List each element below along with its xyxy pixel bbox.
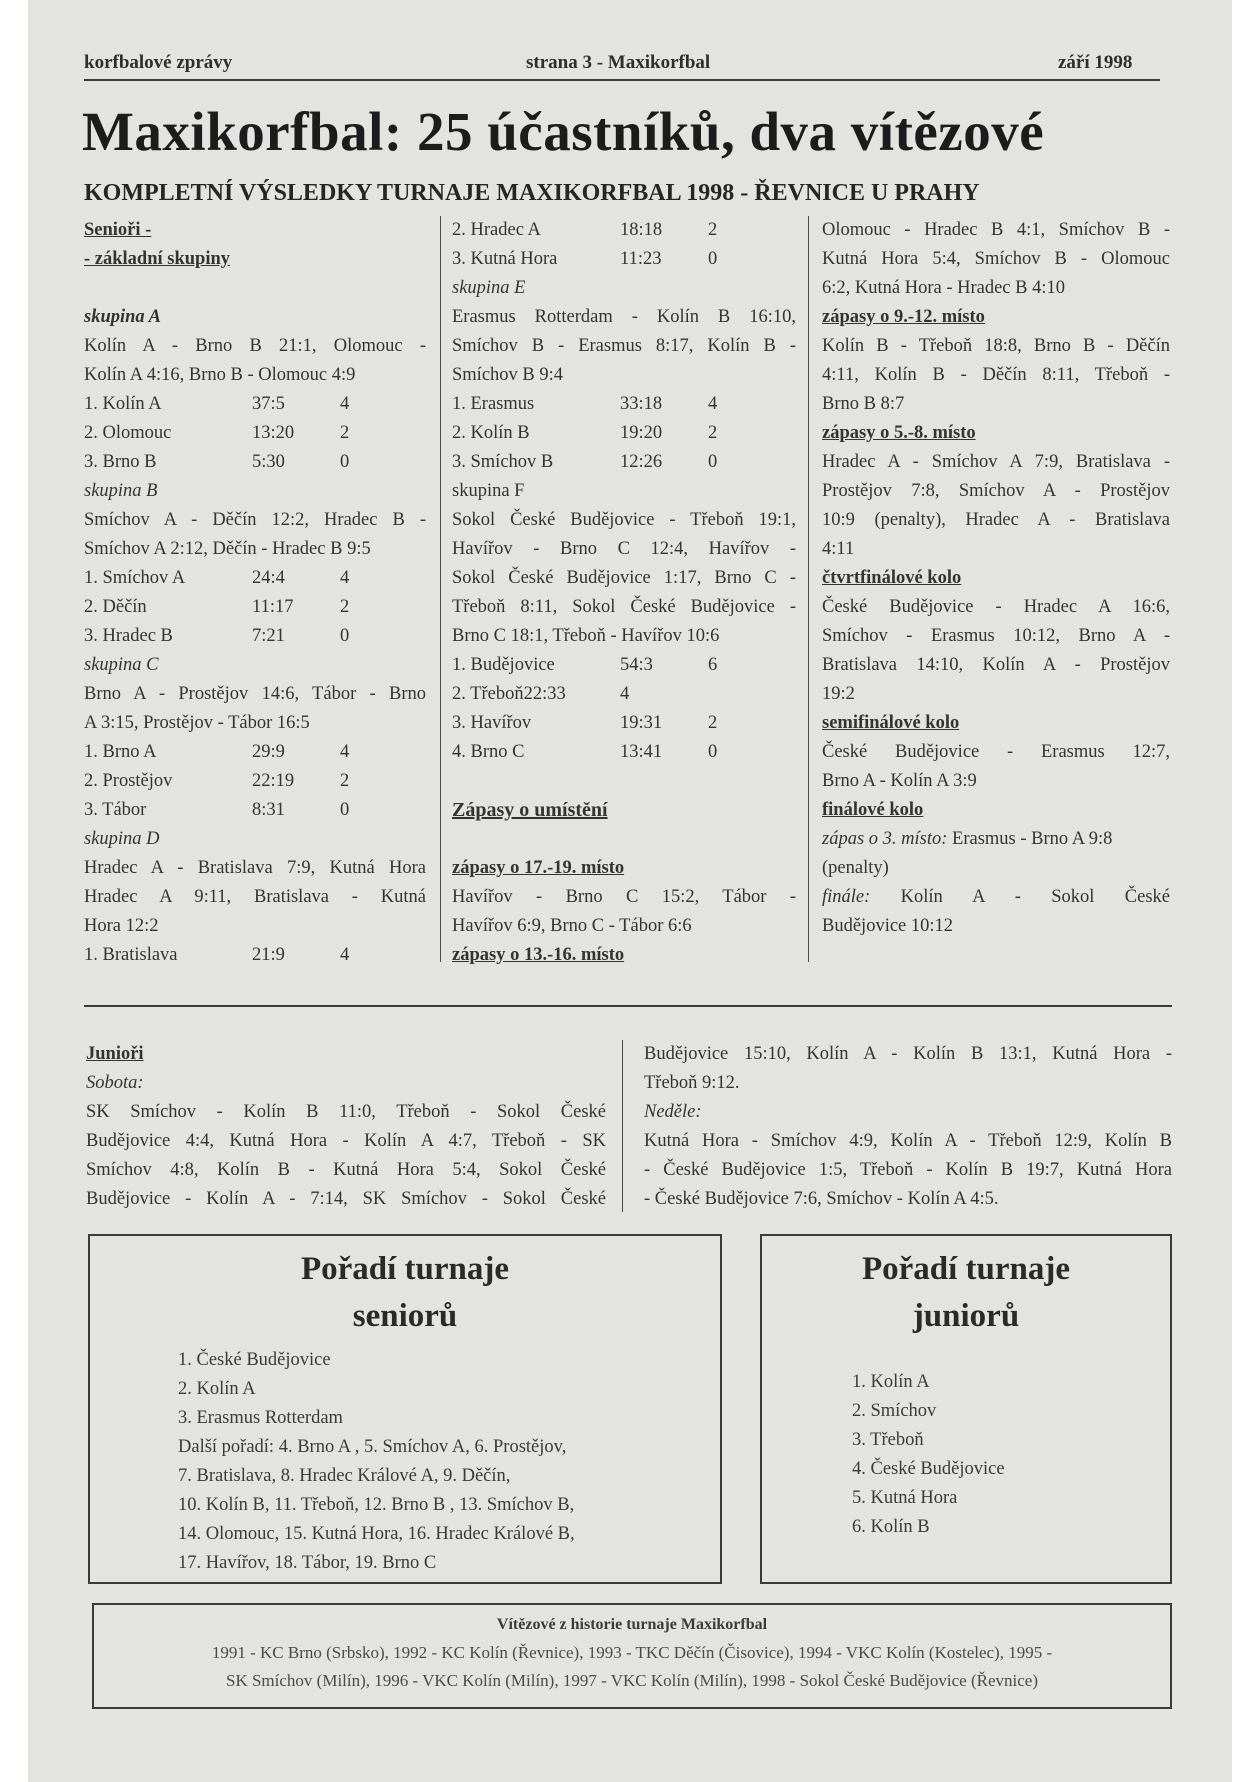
header-section-name: korfbalové zprávy [84, 52, 233, 73]
standings-row: 3. Smíchov B 12:26 0 [452, 452, 718, 472]
list-item: 14. Olomouc, 15. Kutná Hora, 16. Hradec Králové B, [178, 1524, 575, 1544]
list-item: 1. České Budějovice [178, 1350, 331, 1370]
senior-ranking-title: Pořadí turnaje [300, 1251, 510, 1287]
placement-13-16-label: zápasy o 13.-16. místo [452, 945, 625, 965]
placement-13-16-results: Olomouc - Hradec B 4:1, Smíchov B - [822, 220, 1170, 240]
saturday-results: Budějovice 4:4, Kutná Hora - Kolín A 4:7, Třeboň - SK [86, 1131, 606, 1151]
group-e-label: skupina E [452, 278, 526, 298]
list-item: 6. Kolín B [852, 1517, 930, 1537]
header-page-number: strana 3 - Maxikorfbal [526, 52, 711, 73]
placement-5-8-results: 4:11 [822, 539, 855, 559]
standings-row: 3. Brno B 5:30 0 [84, 452, 350, 472]
saturday-results: Smíchov 4:8, Kolín B - Kutná Hora 5:4, Sokol České [86, 1160, 606, 1180]
standings-row: 1. Brno A 29:9 4 [84, 742, 350, 762]
senior-ranking-subtitle: seniorů [352, 1298, 458, 1334]
header-rule [84, 79, 1160, 81]
placement-17-19-label: zápasy o 17.-19. místo [452, 858, 625, 878]
group-f-matches: Havířov - Brno C 12:4, Havířov - [452, 539, 796, 559]
group-c-matches: Brno A - Prostějov 14:6, Tábor - Brno [84, 684, 426, 704]
group-e-matches: Smíchov B 9:4 [452, 365, 564, 385]
standings-row: 1. Kolín A 37:5 4 [84, 394, 350, 414]
group-d-matches: Hradec A - Bratislava 7:9, Kutná Hora [84, 858, 426, 878]
sunday-results: - České Budějovice 1:5, Třeboň - Kolín B 19:7, Kutná Hora [644, 1160, 1172, 1180]
standings-row: 1. Erasmus 33:18 4 [452, 394, 718, 414]
group-d-label: skupina D [84, 829, 160, 849]
header-date: září 1998 [1058, 52, 1133, 73]
list-item: 10. Kolín B, 11. Třeboň, 12. Brno B , 13. Smíchov B, [178, 1495, 575, 1515]
semifinal-results: České Budějovice - Erasmus 12:7, [822, 742, 1170, 762]
standings-row: 2. Kolín B 19:20 2 [452, 423, 718, 443]
senior-ranking-box [88, 1234, 722, 1584]
placement-13-16-results: 6:2, Kutná Hora - Hradec B 4:10 [822, 278, 1066, 298]
group-a-matches: Kolín A 4:16, Brno B - Olomouc 4:9 [84, 365, 356, 385]
placement-5-8-results: Hradec A - Smíchov A 7:9, Bratislava - [822, 452, 1170, 472]
group-c-label: skupina C [84, 655, 159, 675]
quarterfinal-results: 19:2 [822, 684, 855, 704]
quarterfinal-results: Smíchov - Erasmus 10:12, Brno A - [822, 626, 1170, 646]
standings-row: 1. Smíchov A 24:4 4 [84, 568, 350, 588]
history-box [92, 1603, 1172, 1709]
results-column-3 [822, 216, 1170, 941]
saturday-results: SK Smíchov - Kolín B 11:0, Třeboň - Sokol České [86, 1102, 606, 1122]
article-headline: Maxikorfbal: 25 účastníků, dva vítězové [82, 101, 1045, 162]
junior-ranking-box [760, 1234, 1172, 1584]
quarterfinal-label: čtvrtfinálové kolo [822, 568, 962, 588]
group-b-matches: Smíchov A - Děčín 12:2, Hradec B - [84, 510, 426, 530]
final-label: finálové kolo [822, 800, 924, 820]
group-c-matches: A 3:15, Prostějov - Tábor 16:5 [84, 713, 310, 733]
group-b-matches: Smíchov A 2:12, Děčín - Hradec B 9:5 [84, 539, 371, 559]
junior-ranking-list [852, 1368, 1170, 1542]
standings-row: 3. Tábor 8:31 0 [84, 800, 350, 820]
group-e-matches: Erasmus Rotterdam - Kolín B 16:10, [452, 307, 796, 327]
group-f-matches: Sokol České Budějovice 1:17, Brno C - [452, 568, 796, 588]
group-a-label: skupina A [84, 307, 161, 327]
group-e-matches: Smíchov B - Erasmus 8:17, Kolín B - [452, 336, 796, 356]
final-result: finále: Kolín A - Sokol České [822, 887, 1170, 907]
third-place-result: (penalty) [822, 858, 889, 878]
list-item: 4. České Budějovice [852, 1459, 1005, 1479]
standings-row: 1. Bratislava 21:9 4 [84, 945, 350, 965]
placement-17-19-results: Havířov - Brno C 15:2, Tábor - [452, 887, 796, 907]
saturday-results: Budějovice 15:10, Kolín A - Kolín B 13:1, Kutná Hora - [644, 1044, 1172, 1064]
column-divider [440, 216, 441, 962]
placement-9-12-label: zápasy o 9.-12. místo [822, 307, 985, 327]
saturday-label: Sobota: [86, 1073, 144, 1093]
placement-9-12-results: 4:11, Kolín B - Děčín 8:11, Třeboň - [822, 365, 1170, 385]
history-line: SK Smíchov (Milín), 1996 - VKC Kolín (Milín), 1997 - VKC Kolín (Milín), 1998 - Sokol České Budějovice (Řevnice) [225, 1671, 1038, 1690]
placement-17-19-results: Havířov 6:9, Brno C - Tábor 6:6 [452, 916, 692, 936]
senior-ranking-list [178, 1346, 720, 1578]
article-subheadline: KOMPLETNÍ VÝSLEDKY TURNAJE MAXIKORFBAL 1998 - ŘEVNICE U PRAHY [84, 180, 980, 206]
placement-13-16-results: Kutná Hora 5:4, Smíchov B - Olomouc [822, 249, 1170, 269]
list-item: 17. Havířov, 18. Tábor, 19. Brno C [178, 1553, 437, 1573]
history-title: Vítězové z historie turnaje Maxikorfbal [496, 1616, 768, 1633]
saturday-results: Budějovice - Kolín A - 7:14, SK Smíchov - Sokol České [86, 1189, 606, 1209]
list-item: 7. Bratislava, 8. Hradec Králové A, 9. Děčín, [178, 1466, 511, 1486]
placement-heading: Zápasy o umístění [452, 799, 608, 821]
group-b-label: skupina B [84, 481, 158, 501]
standings-row: 4. Brno C 13:41 0 [452, 742, 718, 762]
juniors-column-1 [86, 1040, 606, 1214]
placement-9-12-results: Brno B 8:7 [822, 394, 905, 414]
sunday-results: - České Budějovice 7:6, Smíchov - Kolín A 4:5. [644, 1189, 999, 1209]
quarterfinal-results: Bratislava 14:10, Kolín A - Prostějov [822, 655, 1170, 675]
column-divider [622, 1040, 623, 1212]
section-divider [84, 1005, 1172, 1007]
junior-ranking-title: Pořadí turnaje [861, 1251, 1071, 1287]
list-item: 3. Třeboň [852, 1430, 924, 1450]
history-line: 1991 - KC Brno (Srbsko), 1992 - KC Kolín (Řevnice), 1993 - TKC Děčín (Čisovice), 1994 - VKC Kolín (Kostelec), 1995 - [211, 1643, 1053, 1662]
juniors-column-2 [644, 1040, 1172, 1214]
list-item: 2. Smíchov [852, 1401, 937, 1421]
placement-5-8-label: zápasy o 5.-8. místo [822, 423, 976, 443]
group-d-matches: Hora 12:2 [84, 916, 159, 936]
standings-row: 3. Hradec B 7:21 0 [84, 626, 350, 646]
list-item: 5. Kutná Hora [852, 1488, 958, 1508]
standings-row: 2. Třeboň22:33 4 [452, 684, 630, 704]
semifinal-label: semifinálové kolo [822, 713, 960, 733]
group-f-matches: Sokol České Budějovice - Třeboň 19:1, [452, 510, 796, 530]
list-item: 2. Kolín A [178, 1379, 256, 1399]
standings-row: 2. Děčín 11:17 2 [84, 597, 350, 617]
semifinal-results: Brno A - Kolín A 3:9 [822, 771, 977, 791]
standings-row: 1. Budějovice 54:3 6 [452, 655, 718, 675]
list-item: Další pořadí: 4. Brno A , 5. Smíchov A, 6. Prostějov, [178, 1437, 567, 1457]
placement-9-12-results: Kolín B - Třeboň 18:8, Brno B - Děčín [822, 336, 1170, 356]
group-f-matches: Brno C 18:1, Třeboň - Havířov 10:6 [452, 626, 720, 646]
third-place-result: zápas o 3. místo: Erasmus - Brno A 9:8 [822, 829, 1113, 849]
standings-row: 3. Kutná Hora 11:23 0 [452, 249, 718, 269]
seniors-heading: Senioři - [84, 220, 152, 240]
junior-ranking-subtitle: juniorů [912, 1298, 1020, 1334]
placement-5-8-results: 10:9 (penalty), Hradec A - Bratislava [822, 510, 1170, 530]
results-column-1 [84, 216, 426, 970]
juniors-heading: Junioři [86, 1044, 144, 1064]
standings-row: 2. Hradec A 18:18 2 [452, 220, 718, 240]
group-f-label: skupina F [452, 481, 525, 501]
saturday-results: Třeboň 9:12. [644, 1073, 740, 1093]
group-a-matches: Kolín A - Brno B 21:1, Olomouc - [84, 336, 426, 356]
quarterfinal-results: České Budějovice - Hradec A 16:6, [822, 597, 1170, 617]
list-item: 3. Erasmus Rotterdam [178, 1408, 343, 1428]
group-d-matches: Hradec A 9:11, Bratislava - Kutná [84, 887, 426, 907]
final-result: Budějovice 10:12 [822, 916, 954, 936]
results-column-2 [452, 216, 796, 970]
column-divider [808, 216, 809, 962]
standings-row: 3. Havířov 19:31 2 [452, 713, 718, 733]
list-item: 1. Kolín A [852, 1372, 930, 1392]
standings-row: 2. Olomouc 13:20 2 [84, 423, 350, 443]
standings-row: 2. Prostějov 22:19 2 [84, 771, 350, 791]
seniors-subheading: - základní skupiny [84, 249, 231, 269]
sunday-label: Neděle: [644, 1102, 702, 1122]
group-f-matches: Třeboň 8:11, Sokol České Budějovice - [452, 597, 796, 617]
placement-5-8-results: Prostějov 7:8, Smíchov A - Prostějov [822, 481, 1170, 501]
sunday-results: Kutná Hora - Smíchov 4:9, Kolín A - Třeboň 12:9, Kolín B [644, 1131, 1172, 1151]
